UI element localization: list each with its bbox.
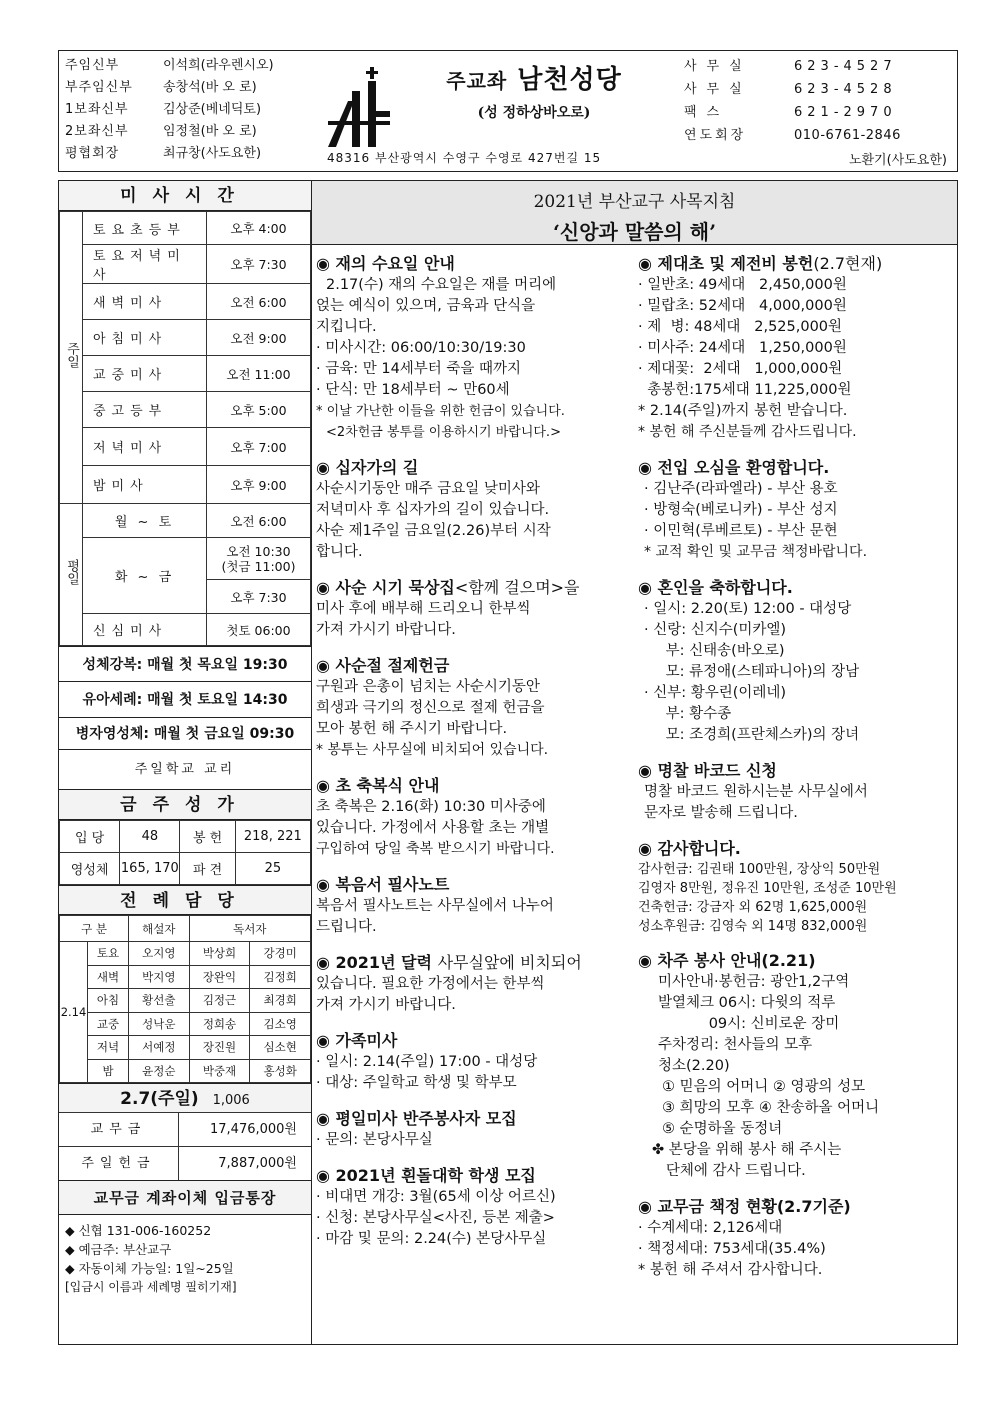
office-row — [684, 101, 956, 124]
notice-body — [316, 677, 634, 761]
notice-line: 복음서 필사노트는 사무실에서 나누어 — [316, 898, 554, 914]
notice-lent-offering — [316, 655, 634, 761]
bulletin-header — [58, 50, 958, 172]
hymn-label: 봉 헌 — [180, 821, 235, 853]
mass-times-table — [59, 211, 311, 646]
liturgy-cell: 장진원 — [189, 1036, 250, 1060]
mass-time: 오전 6:00 — [207, 284, 311, 320]
weekday-label — [60, 504, 83, 646]
notice-line: 부: 황수종 — [638, 706, 732, 722]
notice-title: ◉ 초 축복식 안내 — [316, 776, 440, 795]
liturgy-cell: 박지영 — [129, 965, 190, 989]
notice-body — [638, 782, 954, 824]
notice-line: · 대상: 주일학교 학생 및 학부모 — [316, 1075, 517, 1091]
notice-body — [316, 1187, 634, 1250]
notice-line: · 비대면 개강: 3월(65세 이상 어르신) — [316, 1189, 556, 1205]
liturgy-cell: 황선출 — [129, 989, 190, 1013]
notice-body — [638, 479, 954, 563]
liturgy-title: 전례담당 — [59, 885, 311, 915]
mass-time-main: 오전 10:30 — [226, 543, 291, 559]
liturgy-cell: 박상희 — [189, 942, 250, 966]
mass-time-note: (첫금 11:00) — [221, 558, 296, 574]
notice-line: 문자로 발송해 드립니다. — [644, 805, 798, 821]
notice-line: ③ 희망의 모후 ④ 찬송하올 어머니 — [662, 1100, 880, 1116]
notice-body — [316, 479, 634, 563]
liturgy-cell: 김정근 — [189, 989, 250, 1013]
notice-line: 초 축복은 2.16(화) 10:30 미사중에 — [316, 799, 546, 815]
mass-name: 새벽미사 — [83, 284, 207, 320]
mass-name: 밤미사 — [83, 466, 207, 504]
hymn-number: 48 — [120, 821, 180, 853]
liturgy-cell: 교중 — [88, 1012, 129, 1036]
mass-times-title: 미사시간 — [59, 181, 311, 211]
mass-time: 오전 6:00 — [207, 504, 311, 538]
hymn-label: 파 견 — [180, 853, 235, 885]
notice-line: · 미사주: 24세대 1,250,000원 — [638, 340, 847, 356]
notice-line: ① 믿음의 어머니 ② 영광의 성모 — [662, 1079, 866, 1095]
account-title: 교무금 계좌이체 입금통장 — [59, 1181, 311, 1215]
notice-line: 발열체크 06시: 다윗의 적루 — [658, 995, 836, 1011]
notice-line: · 밀랍초: 52세대 4,000,000원 — [638, 298, 847, 314]
notice-title: ◉ 명찰 바코드 신청 — [638, 761, 777, 780]
mass-time: 오후 5:00 — [207, 392, 311, 428]
notice-line: 합니다. — [316, 544, 363, 560]
notice-line: · 김난주(라파엘라) - 부산 용호 — [644, 481, 838, 497]
notice-line: · 신청: 본당사무실<사진, 등본 제출> — [316, 1210, 555, 1226]
notice-line: 저녁미사 후 십자가의 길이 있습니다. — [316, 502, 550, 518]
sunday-label-text: 주일 — [64, 341, 79, 368]
notice-line: 단체에 감사 드립니다. — [652, 1163, 806, 1179]
liturgy-cell: 서예정 — [129, 1036, 190, 1060]
notice-line: · 제 병: 48세대 2,525,000원 — [638, 319, 843, 335]
notice-title-row — [316, 952, 634, 974]
notice-title: ◉ 2021년 흰돌대학 학생 모집 — [316, 1166, 536, 1185]
liturgy-cell: 심소현 — [250, 1036, 311, 1060]
mass-name: 토요저녁미사 — [83, 245, 207, 284]
notice-line: · 신부: 황우린(이레네) — [644, 685, 787, 701]
notice-stations-of-cross — [316, 457, 634, 563]
parish-prefix: 주교좌 — [446, 69, 508, 93]
notice-line: 건축헌금: 강금자 외 62명 1,625,000원 — [638, 900, 868, 915]
notice-column-right — [638, 253, 954, 1295]
weekday-label-text: 평일 — [64, 558, 79, 585]
office-contacts — [684, 55, 956, 147]
attendance-count: 1,006 — [212, 1093, 250, 1108]
liturgy-cell: 오지영 — [129, 942, 190, 966]
notice-body — [316, 896, 634, 938]
notice-family-mass — [316, 1030, 634, 1094]
clergy-list — [65, 55, 325, 165]
notice-title: ◉ 교무금 책정 현황(2.7기준) — [638, 1197, 851, 1216]
liturgy-table — [59, 915, 311, 1083]
notice-title: ◉ 사순 시기 묵상집 — [316, 578, 455, 597]
notice-title: ◉ 십자가의 길 — [316, 458, 419, 477]
notice-title: ◉ 차주 봉사 안내(2.21) — [638, 951, 816, 970]
notice-title: ◉ 감사합니다. — [638, 839, 741, 858]
liturgy-cell: 김정희 — [250, 965, 311, 989]
office-number: 623-4528 — [794, 82, 897, 97]
notice-line: 부: 신태송(바오로) — [638, 643, 785, 659]
notice-gospel-notebook — [316, 874, 634, 938]
notice-line: · 미사시간: 06:00/10:30/19:30 — [316, 340, 526, 356]
liturgy-cell: 정희송 — [189, 1012, 250, 1036]
attendance-row — [59, 1083, 311, 1113]
liturgy-cell: 밤 — [88, 1059, 129, 1083]
clergy-row — [65, 121, 325, 143]
notice-line: 청소(2.20) — [658, 1058, 730, 1074]
parish-address: 48316 부산광역시 수영구 수영로 427번길 15 — [327, 151, 602, 165]
notice-line: 지킵니다. — [316, 319, 377, 335]
hymn-label: 영성체 — [60, 853, 120, 885]
liturgy-cell: 저녁 — [88, 1036, 129, 1060]
notice-body — [316, 1052, 634, 1094]
liturgy-cell: 새벽 — [88, 965, 129, 989]
notice-line: 모아 봉헌 해 주시기 바랍니다. — [316, 721, 508, 737]
clergy-row — [65, 55, 325, 77]
office-label: 사무실 — [684, 82, 752, 97]
attendance-date: 2.7(주일) — [120, 1089, 199, 1109]
liturgy-cell: 아침 — [88, 989, 129, 1013]
notice-line: 모: 류정애(스테파니아)의 장남 — [638, 664, 860, 680]
notice-line: * 봉투는 사무실에 비치되어 있습니다. — [316, 742, 549, 758]
clergy-role: 부주임신부 — [65, 80, 133, 95]
notice-line: 희생과 극기의 정신으로 절제 헌금을 — [316, 700, 545, 716]
hymns-title: 금주성가 — [59, 790, 311, 820]
parish-name: 남천성당 — [517, 65, 622, 95]
liturgy-cell: 최경희 — [250, 989, 311, 1013]
notice-line: · 수계세대: 2,126세대 — [638, 1220, 783, 1236]
dues-row — [59, 1113, 311, 1147]
notice-line: 구입하여 당일 축복 받으시기 바랍니다. — [316, 841, 555, 857]
collection-label: 주일헌금 — [59, 1147, 179, 1180]
adoration-note: 성체강복: 매월 첫 목요일 19:30 — [59, 646, 311, 682]
notice-line: 총봉헌:175세대 11,225,000원 — [638, 382, 852, 398]
mass-name: 토요초등부 — [83, 212, 207, 245]
notice-line: <2차헌금 봉투를 이용하시기 바랍니다.> — [326, 425, 561, 440]
notice-body — [316, 974, 634, 1016]
notice-organist-recruit — [316, 1108, 634, 1151]
clergy-name: 임정철(바 오 로) — [163, 124, 257, 139]
notice-title-row — [316, 577, 634, 599]
left-sidebar — [58, 180, 312, 1345]
liturgy-cell: 박중재 — [189, 1059, 250, 1083]
notice-welcome — [638, 457, 954, 563]
hymn-label: 입 당 — [60, 821, 120, 853]
clergy-role: 주임신부 — [65, 58, 120, 73]
notice-line: ⑤ 순명하올 동정녀 — [662, 1121, 783, 1137]
notice-dues-status — [638, 1196, 954, 1281]
notice-title: ◉ 평일미사 반주봉사자 모집 — [316, 1109, 517, 1128]
notice-title: ◉ 제대초 및 제전비 봉헌 — [638, 254, 814, 273]
notice-title-suffix: (2.7현재) — [813, 254, 883, 273]
office-row — [684, 55, 956, 78]
notice-ash-wednesday — [316, 253, 634, 443]
collection-amount: 7,887,000원 — [218, 1156, 297, 1171]
notice-line: 얹는 예식이 있으며, 금육과 단식을 — [316, 298, 536, 314]
notice-line: 드립니다. — [316, 919, 377, 935]
notice-body — [316, 797, 634, 860]
notice-line: 미사안내·봉헌금: 광안1,2구역 — [658, 974, 850, 990]
notice-column-left — [316, 253, 634, 1264]
mass-time: 첫토 06:00 — [207, 614, 311, 646]
mass-time — [207, 538, 311, 580]
sunday-school-note: 주일학교 교리 — [59, 750, 311, 790]
clergy-role: 평협회장 — [65, 146, 120, 161]
notice-body — [638, 1218, 954, 1281]
notice-line: · 이민혁(루베르토) - 부산 문현 — [644, 523, 838, 539]
notice-line: 성소후원금: 김영숙 외 14명 832,000원 — [638, 919, 868, 934]
dues-label: 교무금 — [59, 1113, 179, 1146]
notice-line: · 단식: 만 18세부터 ~ 만60세 — [316, 382, 510, 398]
hymn-number: 165, 170 — [120, 853, 180, 885]
notice-line: 미사 후에 배부해 드리오니 한부씩 — [316, 601, 531, 617]
mass-time: 오후 4:00 — [207, 212, 311, 245]
notice-line: 모: 조경희(프란체스카)의 장녀 — [638, 727, 860, 743]
office-label: 사무실 — [684, 59, 752, 74]
notice-line: · 신랑: 신지수(미카엘) — [644, 622, 787, 638]
liturgy-cell: 김소영 — [250, 1012, 311, 1036]
notice-line: 있습니다. 필요한 가정에서는 한부씩 — [316, 976, 545, 992]
liturgy-cell: 토요 — [88, 942, 129, 966]
officer-name: 노환기(사도요한) — [848, 153, 947, 168]
notice-line: 명찰 바코드 원하시는분 사무실에서 — [644, 784, 868, 800]
banner-line-2: ‘신앙과 말씀의 해’ — [552, 220, 717, 244]
clergy-row — [65, 77, 325, 99]
notice-line: 감사헌금: 김권태 100만원, 장상익 50만원 — [638, 862, 881, 877]
notice-line: 구원과 은총이 넘치는 사순시기동안 — [316, 679, 540, 695]
notice-line: * 봉헌 해 주셔서 감사합니다. — [638, 1262, 823, 1278]
notice-body — [638, 275, 954, 443]
account-info — [59, 1215, 311, 1303]
sunday-label — [60, 212, 83, 504]
notice-lent-meditation — [316, 577, 634, 641]
mass-name: 저녁미사 — [83, 428, 207, 466]
banner-line-1: 2021년 부산교구 사목지침 — [533, 192, 736, 212]
mass-time: 오전 11:00 — [207, 356, 311, 392]
notice-title: ◉ 혼인을 축하합니다. — [638, 578, 793, 597]
notice-title: ◉ 2021년 달력 — [316, 953, 433, 972]
liturgy-header: 독서자 — [189, 916, 310, 942]
collection-row — [59, 1147, 311, 1181]
notice-line: 있습니다. 가정에서 사용할 초는 개별 — [316, 820, 550, 836]
notice-line: * 이날 가난한 이들을 위한 헌금이 있습니다. — [316, 404, 565, 419]
notice-title: ◉ 전입 오심을 환영합니다. — [638, 458, 830, 477]
infant-baptism-note: 유아세례: 매월 첫 토요일 14:30 — [59, 682, 311, 718]
liturgy-cell: 장완익 — [189, 965, 250, 989]
pastoral-banner — [312, 181, 957, 245]
hymn-number: 25 — [235, 853, 310, 885]
parish-patron: (성 정하상바오로) — [477, 105, 591, 121]
mass-time: 오후 7:30 — [207, 245, 311, 284]
notice-body — [316, 275, 634, 443]
notice-line: · 금육: 만 14세부터 죽을 때까지 — [316, 361, 522, 377]
mass-name: 아침미사 — [83, 320, 207, 356]
notice-line: 09시: 신비로운 장미 — [658, 1016, 840, 1032]
notice-line: · 방형숙(베로니카) - 부산 성지 — [644, 502, 838, 518]
notice-title-suffix: <함께 걸으며>을 — [454, 578, 580, 597]
clergy-name: 송창석(바 오 로) — [163, 80, 257, 95]
liturgy-date: 2.14 — [60, 942, 88, 1083]
notice-line: · 일시: 2.20(토) 12:00 - 대성당 — [644, 601, 852, 617]
fax-number: 621-2970 — [794, 105, 897, 120]
notice-calendar — [316, 952, 634, 1016]
notice-line: 김영자 8만원, 정유진 10만원, 조성준 10만원 — [638, 881, 897, 896]
notice-body — [316, 599, 634, 641]
parish-title — [399, 59, 669, 122]
notice-line: · 일시: 2.14(주일) 17:00 - 대성당 — [316, 1054, 538, 1070]
clergy-role: 2보좌신부 — [65, 124, 129, 139]
dues-amount: 17,476,000원 — [210, 1122, 297, 1137]
notice-title: ◉ 복음서 필사노트 — [316, 875, 450, 894]
notice-line: * 봉헌 해 주신분들께 감사드립니다. — [638, 424, 857, 440]
notice-body — [316, 1130, 634, 1151]
clergy-row — [65, 99, 325, 121]
liturgy-header: 해설자 — [129, 916, 190, 942]
clergy-name: 김상준(베네딕토) — [163, 102, 262, 117]
notice-line: 사순시기동안 매주 금요일 낮미사와 — [316, 481, 540, 497]
sick-communion-note: 병자영성체: 매월 첫 금요일 09:30 — [59, 718, 311, 750]
clergy-role: 1보좌신부 — [65, 102, 129, 117]
clergy-row — [65, 143, 325, 165]
mass-name: 신심미사 — [83, 614, 207, 646]
mass-name: 화 ~ 금 — [83, 538, 207, 614]
notice-thanks — [638, 838, 954, 936]
main-content — [312, 180, 958, 1345]
mass-time: 오후 7:30 — [207, 580, 311, 614]
mass-name: 교중미사 — [83, 356, 207, 392]
clergy-name: 최규창(사도요한) — [163, 146, 262, 161]
notice-line: 가져 가시기 바랍니다. — [316, 997, 456, 1013]
account-line: ◆ 자동이체 가능일: 1일~25일 — [65, 1261, 234, 1276]
notice-title: ◉ 사순절 절제헌금 — [316, 656, 450, 675]
notice-line: · 책정세대: 753세대(35.4%) — [638, 1241, 826, 1257]
office-number: 623-4527 — [794, 59, 897, 74]
notice-name-tag — [638, 760, 954, 824]
notice-wedding — [638, 577, 954, 746]
office-row — [684, 124, 956, 147]
notice-senior-college — [316, 1165, 634, 1250]
liturgy-header: 구 분 — [60, 916, 129, 942]
notice-line: · 일반초: 49세대 2,450,000원 — [638, 277, 847, 293]
parish-logo-icon — [324, 61, 394, 151]
mass-time: 오후 7:00 — [207, 428, 311, 466]
notice-line: · 마감 및 문의: 2.24(수) 본당사무실 — [316, 1231, 547, 1247]
office-label: 팩스 — [684, 105, 730, 120]
notice-altar-offering — [638, 253, 954, 443]
liturgy-cell: 홍성화 — [250, 1059, 311, 1083]
liturgy-cell: 성낙운 — [129, 1012, 190, 1036]
liturgy-cell: 윤정순 — [129, 1059, 190, 1083]
account-line: ◆ 신협 131-006-160252 — [65, 1223, 212, 1238]
mass-time: 오전 9:00 — [207, 320, 311, 356]
clergy-name: 이석희(라우렌시오) — [163, 58, 274, 73]
mass-time: 오후 9:00 — [207, 466, 311, 504]
notice-title: ◉ 가족미사 — [316, 1031, 398, 1050]
liturgy-cell: 강경미 — [250, 942, 311, 966]
notice-title: ◉ 재의 수요일 안내 — [316, 254, 455, 273]
notice-line: · 문의: 본당사무실 — [316, 1132, 433, 1148]
hymn-number: 218, 221 — [235, 821, 310, 853]
notice-line: * 교적 확인 및 교무금 책정바랍니다. — [644, 544, 868, 560]
office-number: 010-6761-2846 — [794, 128, 901, 143]
notice-line: · 제대꽃: 2세대 1,000,000원 — [638, 361, 843, 377]
notice-body — [638, 972, 954, 1182]
notice-next-service — [638, 950, 954, 1182]
notice-body — [638, 599, 954, 746]
notice-title-row — [638, 253, 954, 275]
notice-title-suffix: 사무실앞에 비치되어 — [437, 953, 582, 972]
notice-body — [638, 860, 954, 936]
notice-line: 2.17(수) 재의 수요일은 재를 머리에 — [326, 277, 557, 293]
office-label: 연도회장 — [684, 128, 747, 143]
mass-name: 월 ~ 토 — [83, 504, 207, 538]
notice-line: 가져 가시기 바랍니다. — [316, 622, 456, 638]
account-line: [입금시 이름과 세례명 필히기재] — [65, 1280, 237, 1294]
mass-name: 중고등부 — [83, 392, 207, 428]
notice-line: * 2.14(주일)까지 봉헌 받습니다. — [638, 403, 848, 419]
account-line: ◆ 예금주: 부산교구 — [65, 1242, 172, 1257]
notice-line: 주차정리: 천사들의 모후 — [658, 1037, 813, 1053]
notice-line: ✤ 본당을 위해 봉사 해 주시는 — [652, 1142, 842, 1158]
notice-line: 사순 제1주일 금요일(2.26)부터 시작 — [316, 523, 551, 539]
notice-candle-blessing — [316, 775, 634, 860]
hymns-table — [59, 820, 311, 885]
office-row — [684, 78, 956, 101]
